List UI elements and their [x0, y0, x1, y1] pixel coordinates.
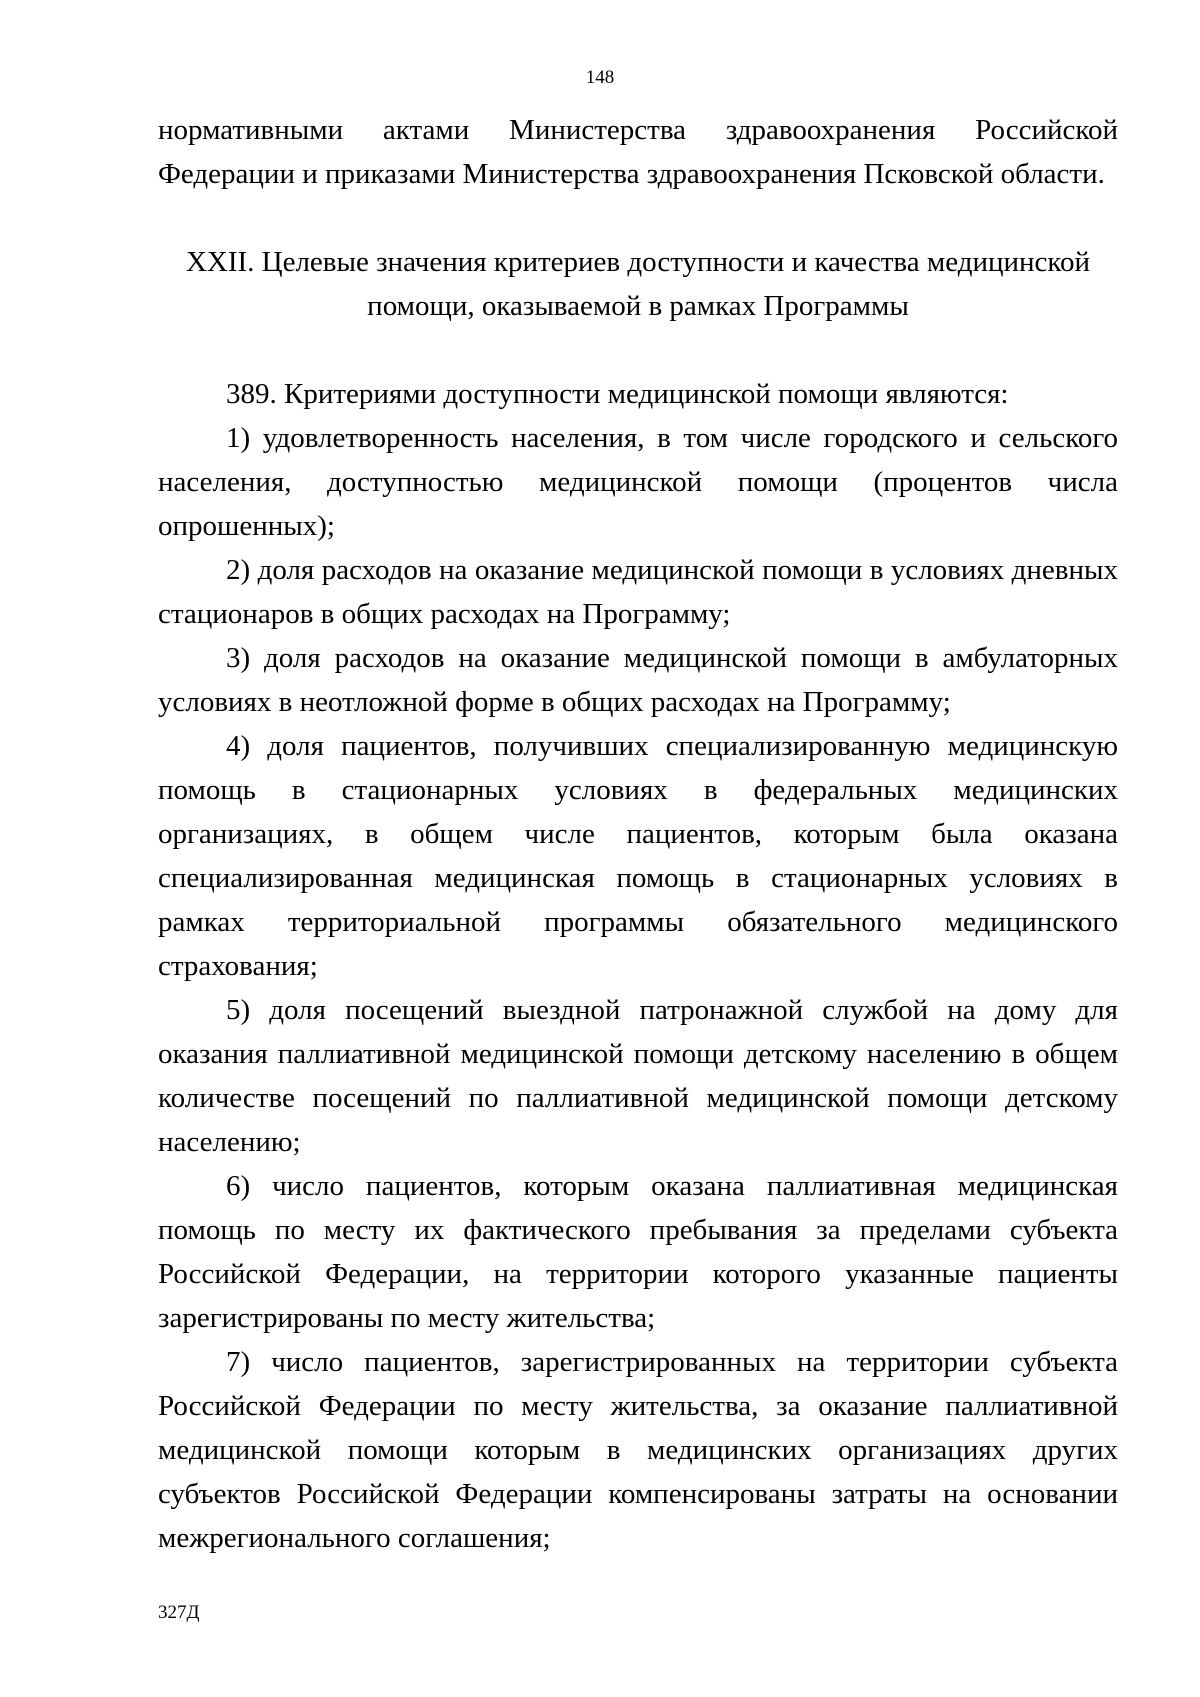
section-heading-line-2: помощи, оказываемой в рамках Программы: [367, 290, 909, 322]
section-heading-line-1: XXII. Целевые значения критериев доступности и качества медицинской: [185, 246, 1091, 278]
criterion-item-7: 7) число пациентов, зарегистрированных на территории субъекта Российской Федерации по месту жительства, за оказание паллиативной медицинской помощи которым в медицинских организациях других субъектов Российской Федерации компенсированы затраты на основании межрегионального соглашения;: [158, 1346, 1118, 1554]
paragraph-389-intro: 389. Критериями доступности медицинской помощи являются:: [226, 378, 1009, 410]
intro-paragraph: нормативными актами Министерства здравоохранения Российской Федерации и приказами Министерства здравоохранения Псковской области.: [158, 114, 1118, 190]
criterion-item-1: 1) удовлетворенность населения, в том числе городского и сельского населения, доступностью медицинской помощи (процентов числа опрошенных);: [158, 422, 1118, 542]
page-number: 148: [585, 67, 615, 88]
document-body: [158, 108, 1118, 1560]
criterion-item-4: 4) доля пациентов, получивших специализированную медицинскую помощь в стационарных условиях в федеральных медицинских организациях, в общем числе пациентов, которым была оказана специализированная медицинская помощь в стационарных условиях в рамках территориальной программы обязательного медицинского страхования;: [158, 730, 1118, 982]
criterion-item-6: 6) число пациентов, которым оказана паллиативная медицинская помощь по месту их фактического пребывания за пределами субъекта Российской Федерации, на территории которого указанные пациенты зарегистрированы по месту жительства;: [158, 1170, 1118, 1334]
footer-document-code: 327Д: [158, 1602, 200, 1623]
criterion-item-5: 5) доля посещений выездной патронажной службой на дому для оказания паллиативной медицинской помощи детскому населению в общем количестве посещений по паллиативной медицинской помощи детскому населению;: [158, 994, 1118, 1158]
criterion-item-2: 2) доля расходов на оказание медицинской помощи в условиях дневных стационаров в общих расходах на Программу;: [158, 554, 1118, 630]
criterion-item-3: 3) доля расходов на оказание медицинской помощи в амбулаторных условиях в неотложной форме в общих расходах на Программу;: [158, 642, 1118, 718]
section-heading: [158, 240, 1118, 328]
